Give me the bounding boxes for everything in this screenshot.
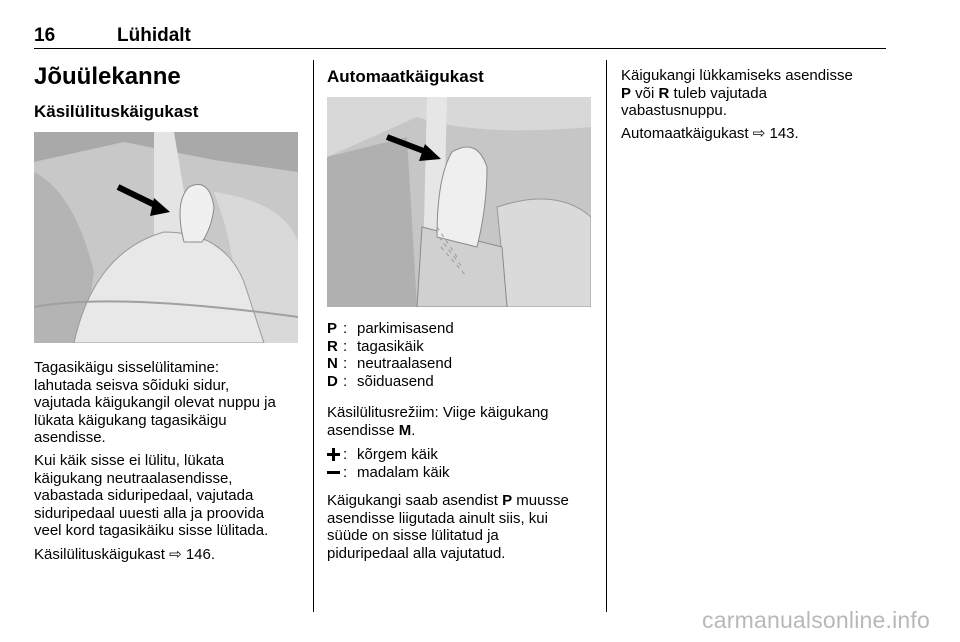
- page-reference-icon: ⇨: [752, 125, 766, 142]
- manual-mode-paragraph: Käsilülitusrežiim: Viige käigukang asendisse M.: [327, 404, 549, 439]
- watermark: carmanualsonline.info: [702, 607, 930, 633]
- manual-gearbox-heading: Käsilülituskäigukast: [34, 102, 199, 121]
- gear-not-engaging-paragraph: Kui käik sisse ei lülitu, lükata käigukang neutraalasendisse, vabastada siduripedaal, vajutada siduripedaal uuesti alla ja proovida veel kord tagasikäiku sisse lülitada.: [34, 452, 269, 540]
- list-item: : kõrgem käik: [327, 446, 450, 464]
- list-item: R : tagasikäik: [327, 337, 424, 355]
- gear-positions-list: [327, 320, 454, 390]
- list-item: D : sõiduasend: [327, 372, 434, 390]
- section-title: Jõuülekanne: [34, 63, 181, 90]
- list-item: N : neutraalasend: [327, 355, 453, 373]
- list-item: : madalam käik: [327, 464, 450, 482]
- shift-condition-paragraph: Käigukangi saab asendist P muusse asendisse liigutada ainult siis, kui süüde on sisse lülitatud ja piduripedaal alla vajutatud.: [327, 492, 569, 562]
- release-button-paragraph: Käigukangi lükkamiseks asendisse P või R tuleb vajutada vabastusnuppu.: [621, 67, 853, 120]
- chapter-title: Lühidalt: [117, 25, 191, 46]
- manual-gear-lever-illustration: [34, 132, 298, 343]
- manual-gearbox-crossref[interactable]: Käsilülituskäigukast ⇨ 146.: [34, 546, 216, 563]
- page-reference-icon: ⇨: [169, 546, 182, 563]
- minus-icon: [327, 466, 340, 479]
- automatic-gear-lever-illustration: [327, 97, 591, 307]
- column-divider-1: [313, 60, 314, 612]
- reverse-gear-paragraph: Tagasikäigu sisselülitamine: lahutada seisva sõiduki sidur, vajutada käigukangil olevat nuppu ja lükata käigukang tagasikäigu asendisse.: [34, 359, 276, 447]
- manual-gears-list: [327, 446, 450, 481]
- page-number: 16: [34, 25, 56, 46]
- list-item: P : parkimisasend: [327, 320, 454, 337]
- automatic-gearbox-heading: Automaatkäigukast: [327, 67, 484, 86]
- automatic-gearbox-crossref[interactable]: Automaatkäigukast ⇨ 143.: [621, 125, 799, 142]
- column-divider-2: [606, 60, 607, 612]
- plus-icon: [327, 448, 340, 461]
- header-rule: [34, 48, 886, 49]
